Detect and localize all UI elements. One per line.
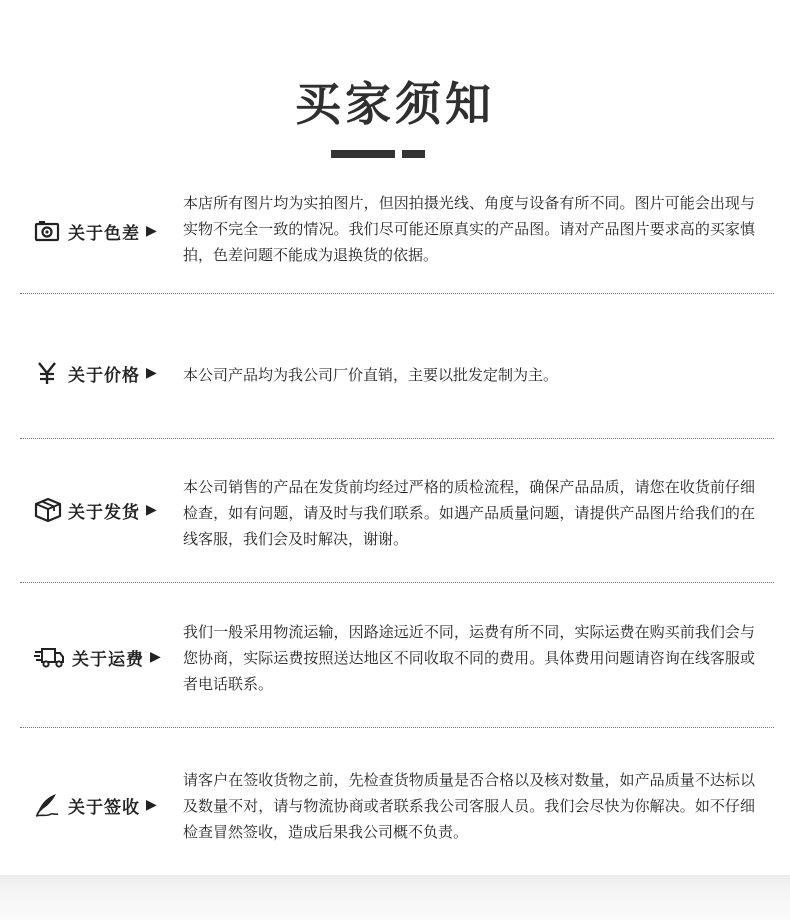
section-text: 本公司产品均为我公司厂价直销，主要以批发定制为主。 [183,366,559,384]
section-shipping [20,474,774,564]
dotted-divider [20,582,774,583]
arrow-right-icon: ▶ [146,365,157,381]
section-price [20,340,774,410]
section-label: 关于运费 [72,649,144,670]
section-text: 我们一般采用物流运输，因路途远近不同，运费有所不同，实际运费在购买前我们会与您协商，实际运费按照送达地区不同收取不同的费用。具体费用问题请咨询在线客服或者电话联系。 [183,623,755,693]
dotted-divider [20,438,774,439]
section-freight [20,619,774,709]
section-color-difference [20,190,774,280]
section-text: 本店所有图片均为实拍图片，但因拍摄光线、角度与设备有所不同。图片可能会出现与实物不完全一致的情况。我们尽可能还原真实的产品图。请对产品图片要求高的买家慎拍，色差问题不能成为退换货的依据。 [183,194,755,264]
section-label: 关于色差 [68,223,140,244]
section-signing [20,767,774,857]
arrow-right-icon: ▶ [146,797,157,813]
delivery-truck-icon [34,644,64,670]
page-title: 买家须知 [295,77,495,131]
title-underline-long [331,150,395,158]
section-label: 关于发货 [68,502,140,523]
dotted-divider [20,727,774,728]
section-text: 请客户在签收货物之前，先检查货物质量是否合格以及核对数量，如产品质量不达标以及数量不对，请与物流协商或者联系我公司客服人员。我们会尽快为你解决。如不仔细检查冒然签收，造成后果我公司概不负责。 [183,771,755,841]
camera-icon [34,218,60,244]
dotted-divider [20,293,774,294]
yen-icon [34,360,60,386]
arrow-right-icon: ▶ [150,649,161,665]
section-label: 关于价格 [68,365,140,386]
arrow-right-icon: ▶ [146,223,157,239]
box-icon [34,497,60,523]
section-label: 关于签收 [68,797,140,818]
section-text: 本公司销售的产品在发货前均经过严格的质检流程，确保产品品质，请您在收货前仔细检查，如有问题，请及时与我们联系。如遇产品质量问题，请提供产品图片给我们的在线客服，我们会及时解决，谢谢。 [183,478,755,548]
title-underline-short [402,150,425,158]
bottom-background-strip [0,875,790,920]
signature-pen-icon [34,792,60,818]
arrow-right-icon: ▶ [146,502,157,518]
